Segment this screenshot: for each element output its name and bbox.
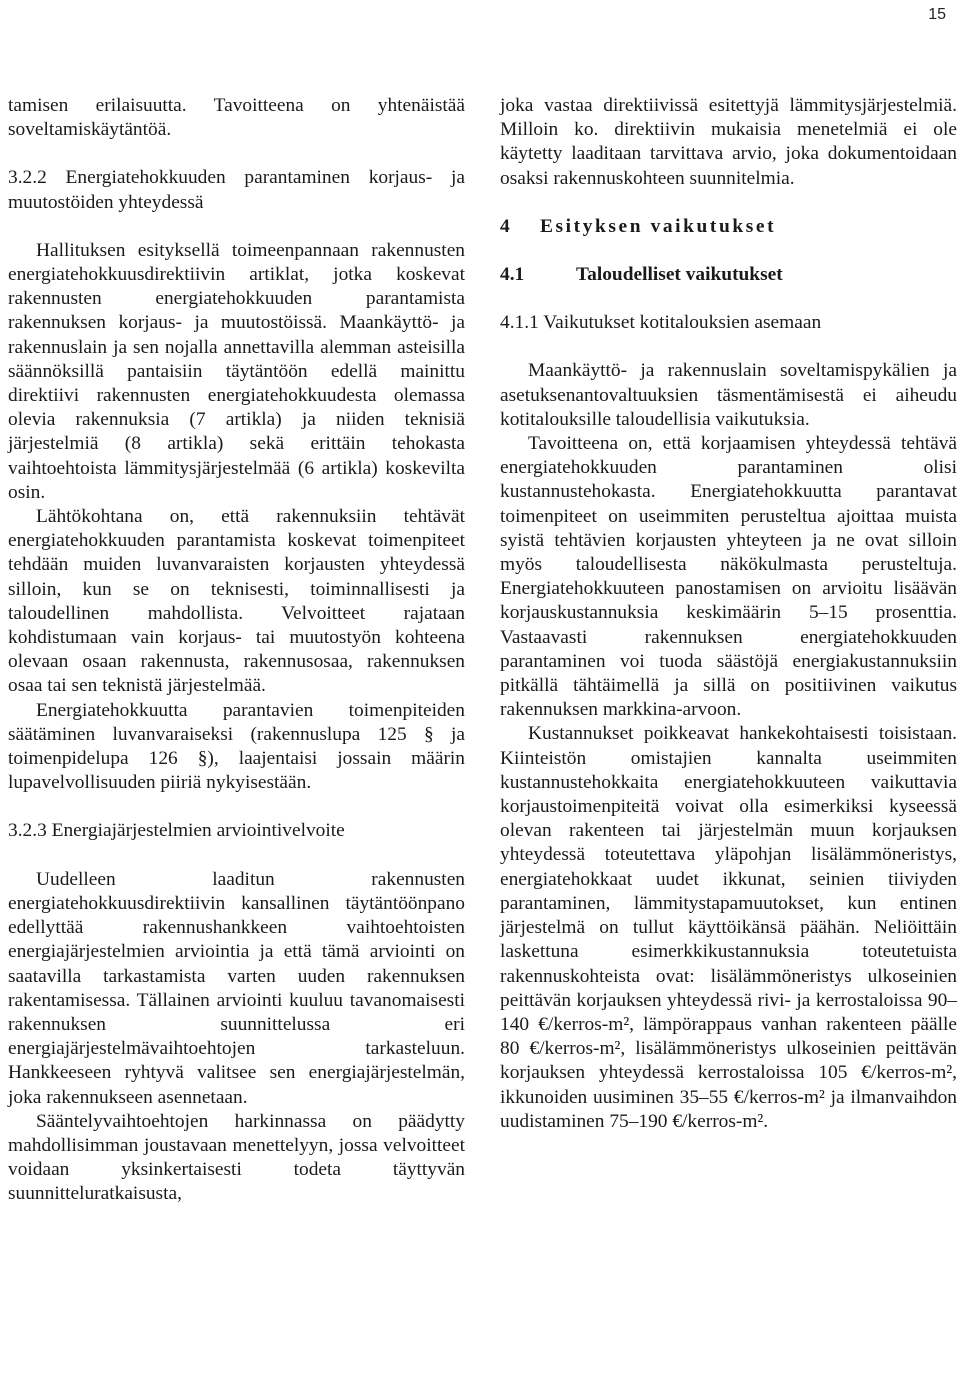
intro-paragraph: tamisen erilaisuutta. Tavoitteena on yhtenäistää soveltamiskäytäntöä. xyxy=(8,95,465,141)
section-3-2-3-title: 3.2.3 Energiajärjestelmien arviointivelvoite xyxy=(8,820,345,842)
section-title: Taloudelliset vaikutukset xyxy=(576,264,783,286)
section-4-1-1-title: 4.1.1 Vaikutukset kotitalouksien asemaan xyxy=(500,312,822,334)
paragraph: Kustannukset poikkeavat hankekohtaisesti toisistaan. Kiinteistön omistajien kannalta useimmiten kustannustehokkaita energiatehokkuuteen vaikuttavia korjaustoimenpiteitä voivat olla esimerkiksi kyseessä olevan rakenteen tai järjestelmän muun korjauksen yhteydessä toteutettava yläpohjan lisälämmöneristys, energiatehokkaat uudet ikkunat, seinien tiiviyden parantaminen, lämmitystapamuutokset, kun entinen järjestelmä on tullut käyttöikänsä päähän. Neliöittäin laskettuna esimerkkikustannuksia toteutetuista rakennuskohteista ovat: lisälämmöneristys ulkoseinien peittävän korjauksen yhteydessä rivi- ja kerrostaloissa 90–140 €/kerros-m², lämpörappaus vanhan rakenteen päälle 80 €/kerros-m², lisälämmöneristys ulkoseinien peittävän korjauksen yhteydessä kerrostaloissa 105 €/kerros-m², ikkunoiden uusiminen 35–55 €/kerros-m² ja ilmanvaihdon uudistaminen 75–190 €/kerros-m². xyxy=(500,723,957,1132)
right-column xyxy=(500,94,957,1134)
section-3-2-2-title: 3.2.2 Energiatehokkuuden parantaminen korjaus- ja muutostöiden yhteydessä xyxy=(8,167,465,213)
paragraph: Maankäyttö- ja rakennuslain soveltamispykälien ja asetuksenantovaltuuksien täsmentämisestä ei aiheudu kotitalouksille taloudellisia vaikutuksia. xyxy=(500,360,957,430)
paragraph: Hallituksen esityksellä toimeenpannaan rakennusten energiatehokkuusdirektiivin artiklat, jotka koskevat rakennusten energiatehokkuuden parantamista rakennuksen korjaus- ja muutostöissä. Maankäyttö- ja rakennuslain ja sen nojalla annettavilla alemman asteisilla säännöksillä pantaisiin täytäntöön edellä mainittu direktiivi rakennusten energiatehokkuudesta olemassa olevia rakennuksia (7 artikla) ja niiden teknisiä järjestelmiä (8 artikla) sekä erittäin tehokasta vaihtoehtoista lämmitysjärjestelmää (6 artikla) koskevilta osin. xyxy=(8,239,465,503)
section-4-1-heading xyxy=(500,263,957,287)
paragraph: Uudelleen laaditun rakennusten energiatehokkuusdirektiivin kansallinen täytäntöönpano edellyttää rakennushankkeen vaihtoehtoisten energiajärjestelmien arviointia ja että tämä arviointi on saatavilla tarkastamista varten uuden rakennuksen rakentamisessa. Tällainen arviointi kuuluu tavanomaisesti rakennuksen suunnittelussa eri energiajärjestelmävaihtoehtojen tarkasteluun. Hankkeeseen ryhtyvä valitsee sen energiajärjestelmän, joka rakennukseen asennetaan. xyxy=(8,868,465,1108)
paragraph: Lähtökohtana on, että rakennuksiin tehtävät energiatehokkuuden parantamista koskevat toimenpiteet tehdään muiden luvanvaraisten korjausten yhteydessä silloin, kun se on teknisesti, toiminnallisesti ja taloudellinen mahdollista. Velvoitteet rajataan kohdistumaan vain korjaus- tai muutostyön kohteena olevaan osaan rakennusta, rakennusosaa, rakennuksen osaa tai sen teknistä järjestelmää. xyxy=(8,506,465,697)
left-column xyxy=(8,94,465,1207)
chapter-number: 4 xyxy=(500,215,513,237)
continuation-paragraph: joka vastaa direktiivissä esitettyjä lämmitysjärjestelmiä. Milloin ko. direktiivin mukaisia menetelmiä ei ole käytetty laaditaan tarvittava arvio, joka dokumentoidaan osaksi rakennuskohteen suunnitelmia. xyxy=(500,95,957,189)
paragraph: Energiatehokkuutta parantavien toimenpiteiden säätäminen luvanvaraiseksi (rakennuslupa 125 § ja toimenpidelupa 126 §), laajentaisi jossain määrin lupavelvollisuuden piiriä nykyisestään. xyxy=(8,699,465,794)
chapter-4-heading xyxy=(500,215,957,239)
chapter-title: Esityksen vaikutukset xyxy=(540,215,777,237)
section-number: 4.1 xyxy=(500,264,525,286)
paragraph: Tavoitteena on, että korjaamisen yhteydessä tehtävä energiatehokkuuden parantaminen olisi kustannustehokasta. Energiatehokkuutta parantavat toimenpiteet on useimmiten perusteltua ajoittaa muista syistä tehtävien korjausten yhteyteen ja ne ovat silloin myös taloudellisesta näkökulmasta perusteltuja. Energiatehokkuuteen panostamisen on arvioitu lisäävän korjauskustannuksia keskimäärin 5–15 prosenttia. Vastaavasti rakennuksen energiatehokkuuden parantaminen voi tuoda säästöjä energiakustannuksiin pitkällä tähtäimellä ja sillä on positiivinen vaikutus rakennuksen markkina-arvoon. xyxy=(500,433,957,721)
page-number: 15 xyxy=(928,6,946,23)
paragraph: Sääntelyvaihtoehtojen harkinnassa on päädytty mahdollisimman joustavaan menettelyyn, jossa velvoitteet voidaan yksinkertaisesti todeta täyttyvän suunnitteluratkaisusta, xyxy=(8,1110,465,1205)
